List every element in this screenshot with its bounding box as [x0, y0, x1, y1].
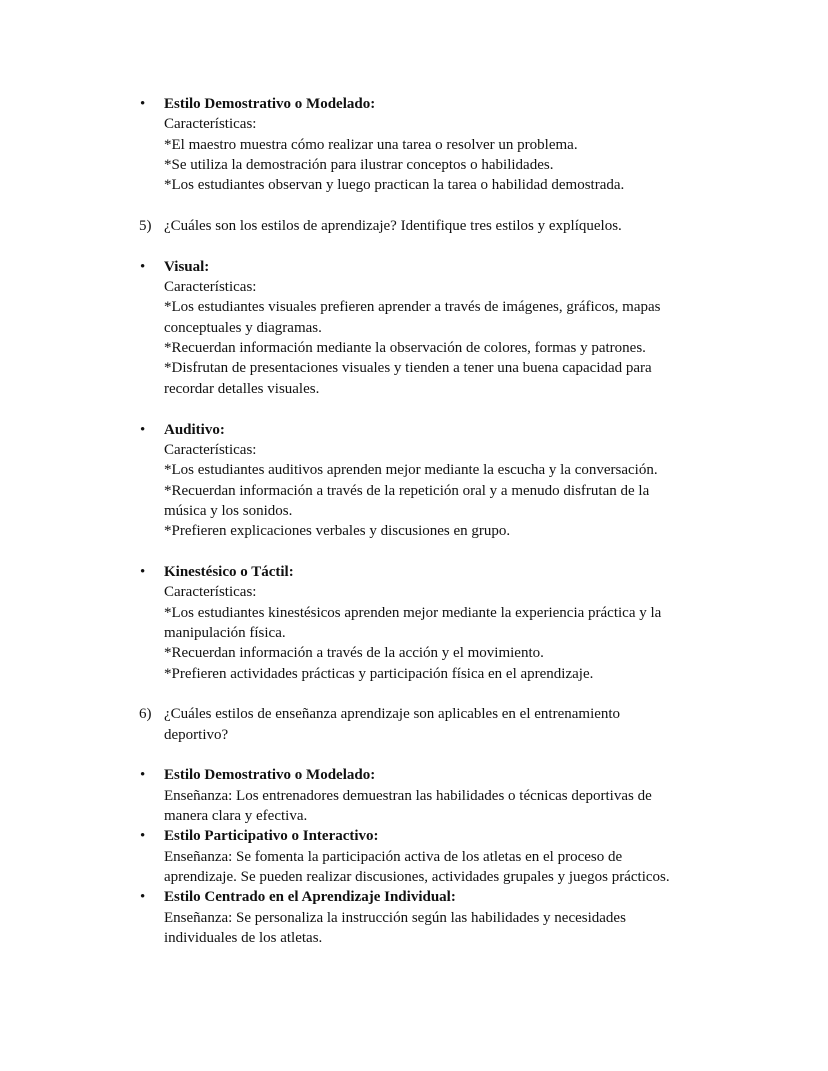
spacer — [0, 745, 828, 765]
text-line: deportivo? — [164, 726, 229, 743]
text-line: individuales de los atletas. — [164, 930, 323, 947]
text-line: Características: — [164, 279, 257, 296]
text-line: ¿Cuáles estilos de enseñanza aprendizaje son aplicables en el entrenamiento — [164, 706, 621, 723]
text-line: *Prefieren explicaciones verbales y discusiones en grupo. — [164, 523, 511, 540]
bullet-icon: • — [140, 563, 146, 580]
text-line: *Recuerdan información a través de la repetición oral y a menudo disfrutan de la — [164, 482, 650, 499]
text-line: manipulación física. — [164, 624, 286, 641]
text-line: ¿Cuáles son los estilos de aprendizaje? Identifique tres estilos y explíquelos. — [164, 218, 622, 235]
text-line: *Prefieren actividades prácticas y participación física en el aprendizaje. — [164, 665, 594, 682]
text-line: Enseñanza: Se personaliza la instrucción según las habilidades y necesidades — [164, 909, 626, 926]
text-line: recordar detalles visuales. — [164, 380, 320, 397]
text-line: *El maestro muestra cómo realizar una tarea o resolver un problema. — [164, 136, 578, 153]
bullet-icon: • — [140, 767, 146, 784]
text-line: *Los estudiantes visuales prefieren aprender a través de imágenes, gráficos, mapas — [164, 299, 661, 316]
bullet-item — [0, 765, 828, 826]
text-line: *Los estudiantes kinestésicos aprenden mejor mediante la experiencia práctica y la — [164, 604, 662, 621]
spacer — [0, 684, 828, 704]
bullet-item — [0, 562, 828, 684]
question-item — [0, 704, 828, 745]
text-line: música y los sonidos. — [164, 502, 293, 519]
text-line: *Los estudiantes observan y luego practican la tarea o habilidad demostrada. — [164, 177, 625, 194]
text-line: Características: — [164, 584, 257, 601]
bullet-icon: • — [140, 889, 146, 906]
question-number: 6) — [139, 706, 152, 723]
bullet-item — [0, 887, 828, 948]
text-line: Enseñanza: Se fomenta la participación activa de los atletas en el proceso de — [164, 848, 623, 865]
bullet-icon: • — [140, 258, 146, 275]
item-heading: Kinestésico o Táctil: — [164, 563, 294, 580]
bullet-item — [0, 257, 828, 399]
item-heading: Auditivo: — [164, 421, 225, 438]
text-line: *Recuerdan información a través de la acción y el movimiento. — [164, 645, 544, 662]
bullet-icon: • — [140, 421, 146, 438]
text-line: *Recuerdan información mediante la observación de colores, formas y patrones. — [164, 340, 646, 357]
bullet-icon: • — [140, 96, 146, 112]
text-line: Características: — [164, 116, 257, 133]
item-heading: Estilo Participativo o Interactivo: — [164, 828, 379, 845]
text-line: Características: — [164, 441, 257, 458]
bullet-item — [0, 826, 828, 887]
question-item — [0, 216, 828, 236]
text-line: conceptuales y diagramas. — [164, 319, 322, 336]
text-line: Enseñanza: Los entrenadores demuestran las habilidades o técnicas deportivas de — [164, 787, 652, 804]
text-line: *Se utiliza la demostración para ilustrar conceptos o habilidades. — [164, 157, 554, 174]
question-number: 5) — [139, 218, 152, 235]
spacer — [0, 399, 828, 419]
bullet-icon: • — [140, 828, 146, 845]
text-line: *Los estudiantes auditivos aprenden mejor mediante la escucha y la conversación. — [164, 462, 658, 479]
text-line: manera clara y efectiva. — [164, 808, 308, 825]
item-heading: Estilo Centrado en el Aprendizaje Individual: — [164, 889, 456, 906]
item-heading: Estilo Demostrativo o Modelado: — [164, 767, 376, 784]
item-heading: Visual: — [164, 258, 210, 275]
spacer — [0, 236, 828, 256]
spacer — [0, 542, 828, 562]
spacer — [0, 196, 828, 216]
item-heading: Estilo Demostrativo o Modelado: — [164, 96, 376, 112]
text-line: *Disfrutan de presentaciones visuales y tienden a tener una buena capacidad para — [164, 360, 652, 377]
bullet-item — [0, 94, 828, 196]
document-page — [0, 94, 828, 948]
text-line: aprendizaje. Se pueden realizar discusiones, actividades grupales y juegos prácticos. — [164, 869, 670, 886]
bullet-item — [0, 420, 828, 542]
